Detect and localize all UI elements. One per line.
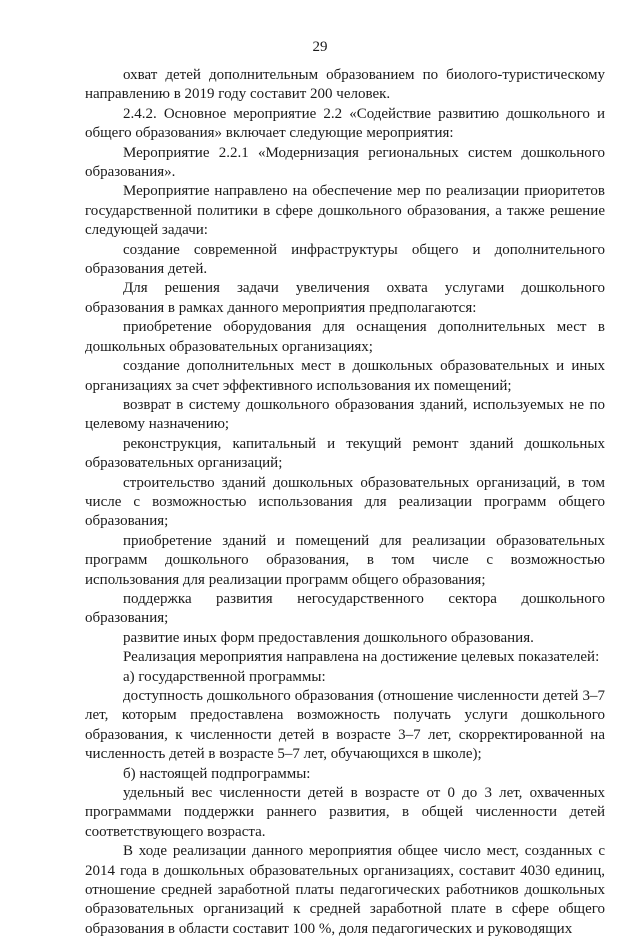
- paragraph-2: Мероприятие 2.2.1 «Модернизация региональных систем дошкольного образования».: [85, 144, 605, 181]
- paragraph-6: приобретение оборудования для оснащения дополнительных мест в дошкольных образовательных организациях;: [85, 319, 605, 355]
- paragraph-8: возврат в систему дошкольного образования зданий, используемых не по целевому назначению;: [85, 396, 605, 433]
- paragraph-0: охват детей дополнительным образованием по биолого-туристическому направлению в 2019 году составит 200 человек.: [85, 67, 605, 103]
- paragraph-16: доступность дошкольного образования (отношение численности детей 3–7 лет, которым предоставлена возможность получать услуги дошкольного образования, к численности детей в возрасте 3–7 лет, скорректированной на численность детей в возрасте 5–7 лет, обучающихся в школе);: [85, 688, 605, 763]
- paragraph-19: В ходе реализации данного мероприятия общее число мест, созданных с 2014 года в дошкольных образовательных организациях, составит 4030 единиц, отношение средней заработной платы педагогических работников дошкольных образовательных организаций к средней заработной плате в сфере общего образования в области составит 100 %, доля педагогических и руководящих: [85, 843, 605, 937]
- paragraph-9: реконструкция, капитальный и текущий ремонт зданий дошкольных образовательных организаций;: [85, 435, 605, 472]
- paragraph-3: Мероприятие направлено на обеспечение мер по реализации приоритетов государственной политики в сфере дошкольного образования, а также решение следующей задачи:: [85, 183, 605, 239]
- paragraph-5: Для решения задачи увеличения охвата услугами дошкольного образования в рамках данного мероприятия предполагаются:: [85, 280, 605, 316]
- paragraph-1: 2.4.2. Основное мероприятие 2.2 «Содействие развитию дошкольного и общего образования» включает следующие мероприятия:: [85, 105, 605, 142]
- paragraph-4: создание современной инфраструктуры общего и дополнительного образования детей.: [85, 241, 605, 278]
- paragraph-15: а) государственной программы:: [123, 668, 326, 685]
- paragraph-17: б) настоящей подпрограммы:: [123, 765, 311, 782]
- paragraph-11: приобретение зданий и помещений для реализации образовательных программ дошкольного образования, в том числе с возможностью использования для реализации программ общего образования;: [85, 532, 605, 588]
- paragraph-10: строительство зданий дошкольных образовательных организаций, в том числе с возможностью использования для реализации программ общего образования;: [85, 474, 605, 530]
- document-body: [85, 66, 605, 939]
- paragraph-7: создание дополнительных мест в дошкольных образовательных и иных организациях за счет эффективного использования их помещений;: [85, 358, 605, 394]
- paragraph-13: развитие иных форм предоставления дошкольного образования.: [123, 629, 534, 646]
- paragraph-14: Реализация мероприятия направлена на достижение целевых показателей:: [123, 649, 600, 666]
- paragraph-12: поддержка развития негосударственного сектора дошкольного образования;: [85, 590, 605, 627]
- paragraph-18: удельный вес численности детей в возрасте от 0 до 3 лет, охваченных программами поддержки раннего развития, в общей численности детей соответствующего возраста.: [85, 785, 605, 840]
- page-number: 29: [312, 39, 328, 55]
